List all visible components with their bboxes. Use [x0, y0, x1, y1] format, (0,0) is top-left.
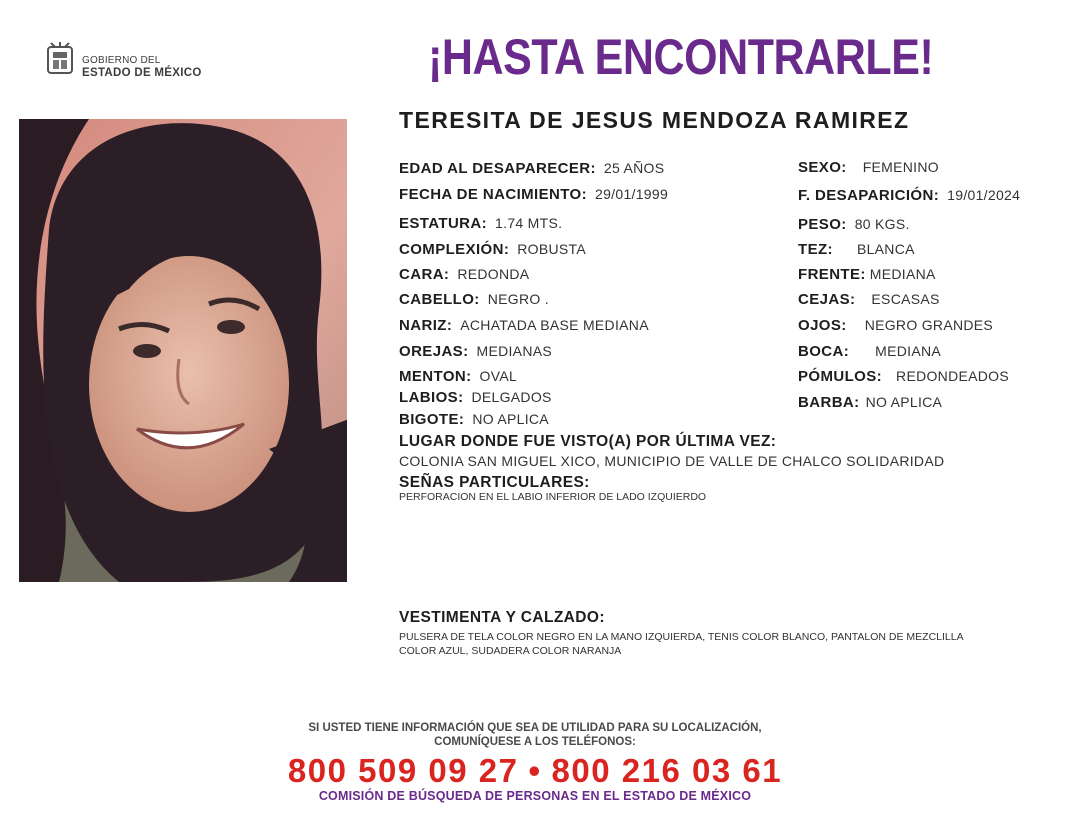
field-value: FEMENINO [862, 159, 939, 175]
field-forehead [798, 265, 936, 284]
field-value: 1.74 MTS. [495, 215, 563, 231]
contact-instructions-line1: SI USTED TIENE INFORMACIÓN QUE SEA DE UTILIDAD PARA SU LOCALIZACIÓN, [308, 722, 762, 734]
field-sex [798, 158, 939, 177]
field-value: NO APLICA [865, 394, 943, 410]
logo-line2: ESTADO DE MÉXICO [82, 67, 202, 79]
field-disappearance-date [798, 186, 1020, 205]
field-value: MEDIANA [875, 343, 942, 359]
field-label: FRENTE: [798, 266, 866, 283]
missing-person-photo [19, 119, 347, 582]
clothing-value-line1: PULSERA DE TELA COLOR NEGRO EN LA MANO IZQUIERDA, TENIS COLOR BLANCO, PANTALON DE MEZCLILLA [399, 631, 964, 643]
field-beard [798, 393, 942, 412]
field-face [399, 265, 529, 284]
contact-instructions-line2: COMUNÍQUESE A LOS TELÉFONOS: [434, 736, 636, 748]
field-label: NARIZ: [399, 317, 453, 334]
field-label: BOCA: [798, 343, 850, 360]
headline: ¡HASTA ENCONTRARLE! [428, 29, 934, 85]
distinguishing-marks-label: SEÑAS PARTICULARES: [399, 474, 590, 491]
field-label: LABIOS: [399, 389, 464, 406]
field-value: DELGADOS [471, 389, 552, 405]
field-label: CEJAS: [798, 291, 856, 308]
field-value: NEGRO GRANDES [864, 317, 994, 333]
field-eyes [798, 316, 993, 335]
field-label: ESTATURA: [399, 215, 488, 232]
field-chin [399, 367, 517, 386]
field-label: FECHA DE NACIMIENTO: [399, 186, 587, 203]
phone-separator: • [528, 752, 542, 789]
field-nose [399, 316, 649, 335]
clothing-value-line2: COLOR AZUL, SUDADERA COLOR NARANJA [399, 645, 622, 657]
field-label: BIGOTE: [399, 411, 465, 428]
field-value: REDONDEADOS [896, 368, 1010, 384]
field-value: 80 KGS. [854, 216, 910, 232]
field-value: ROBUSTA [517, 241, 586, 257]
field-label: F. DESAPARICIÓN: [798, 187, 940, 204]
field-lips [399, 388, 552, 407]
field-value: BLANCA [856, 241, 915, 257]
field-label: OJOS: [798, 317, 847, 334]
field-value: MEDIANAS [476, 343, 553, 359]
field-label: PESO: [798, 216, 847, 233]
field-complexion-tone [798, 240, 915, 259]
government-logo-text [82, 54, 222, 80]
field-label: SEXO: [798, 159, 847, 176]
field-height [399, 214, 562, 233]
commission-name: COMISIÓN DE BÚSQUEDA DE PERSONAS EN EL ESTADO DE MÉXICO [318, 789, 752, 803]
field-label: COMPLEXIÓN: [399, 241, 510, 258]
field-mustache [399, 410, 549, 429]
distinguishing-marks-value: PERFORACION EN EL LABIO INFERIOR DE LADO IZQUIERDO [399, 491, 707, 503]
field-value: 19/01/2024 [947, 187, 1021, 203]
phone-numbers [0, 752, 1070, 790]
field-label: OREJAS: [399, 343, 469, 360]
person-name: TERESITA DE JESUS MENDOZA RAMIREZ [399, 107, 910, 133]
last-seen-value: COLONIA SAN MIGUEL XICO, MUNICIPIO DE VALLE DE CHALCO SOLIDARIDAD [399, 453, 945, 469]
field-label: MENTON: [399, 368, 472, 385]
field-label: EDAD AL DESAPARECER: [399, 160, 596, 177]
field-weight [798, 215, 910, 234]
field-label: TEZ: [798, 241, 833, 258]
field-value: REDONDA [457, 266, 530, 282]
field-ears [399, 342, 552, 361]
phone-number-2[interactable]: 800 216 03 61 [551, 752, 783, 789]
field-value: 29/01/1999 [595, 186, 669, 202]
field-value: ESCASAS [871, 291, 940, 307]
field-value: NO APLICA [472, 411, 549, 427]
field-label: CABELLO: [399, 291, 480, 308]
field-label: BARBA: [798, 394, 860, 411]
field-build [399, 240, 586, 259]
contact-instructions [0, 721, 1070, 749]
field-value: ACHATADA BASE MEDIANA [460, 317, 649, 333]
clothing-label: VESTIMENTA Y CALZADO: [399, 609, 605, 626]
last-seen-label: LUGAR DONDE FUE VISTO(A) POR ÚLTIMA VEZ: [399, 433, 777, 450]
logo-line1: GOBIERNO DEL [82, 55, 161, 66]
field-eyebrows [798, 290, 940, 309]
field-value: 25 AÑOS [603, 160, 665, 176]
field-label: PÓMULOS: [798, 368, 883, 385]
field-age [399, 159, 664, 178]
phone-number-1[interactable]: 800 509 09 27 [287, 752, 519, 789]
field-cheekbones [798, 367, 1009, 386]
field-label: CARA: [399, 266, 450, 283]
state-seal-icon [45, 41, 75, 77]
field-value: NEGRO . [487, 291, 549, 307]
field-birth-date [399, 185, 668, 204]
field-hair [399, 290, 549, 309]
field-mouth [798, 342, 941, 361]
field-value: MEDIANA [869, 266, 936, 282]
field-value: OVAL [479, 368, 518, 384]
